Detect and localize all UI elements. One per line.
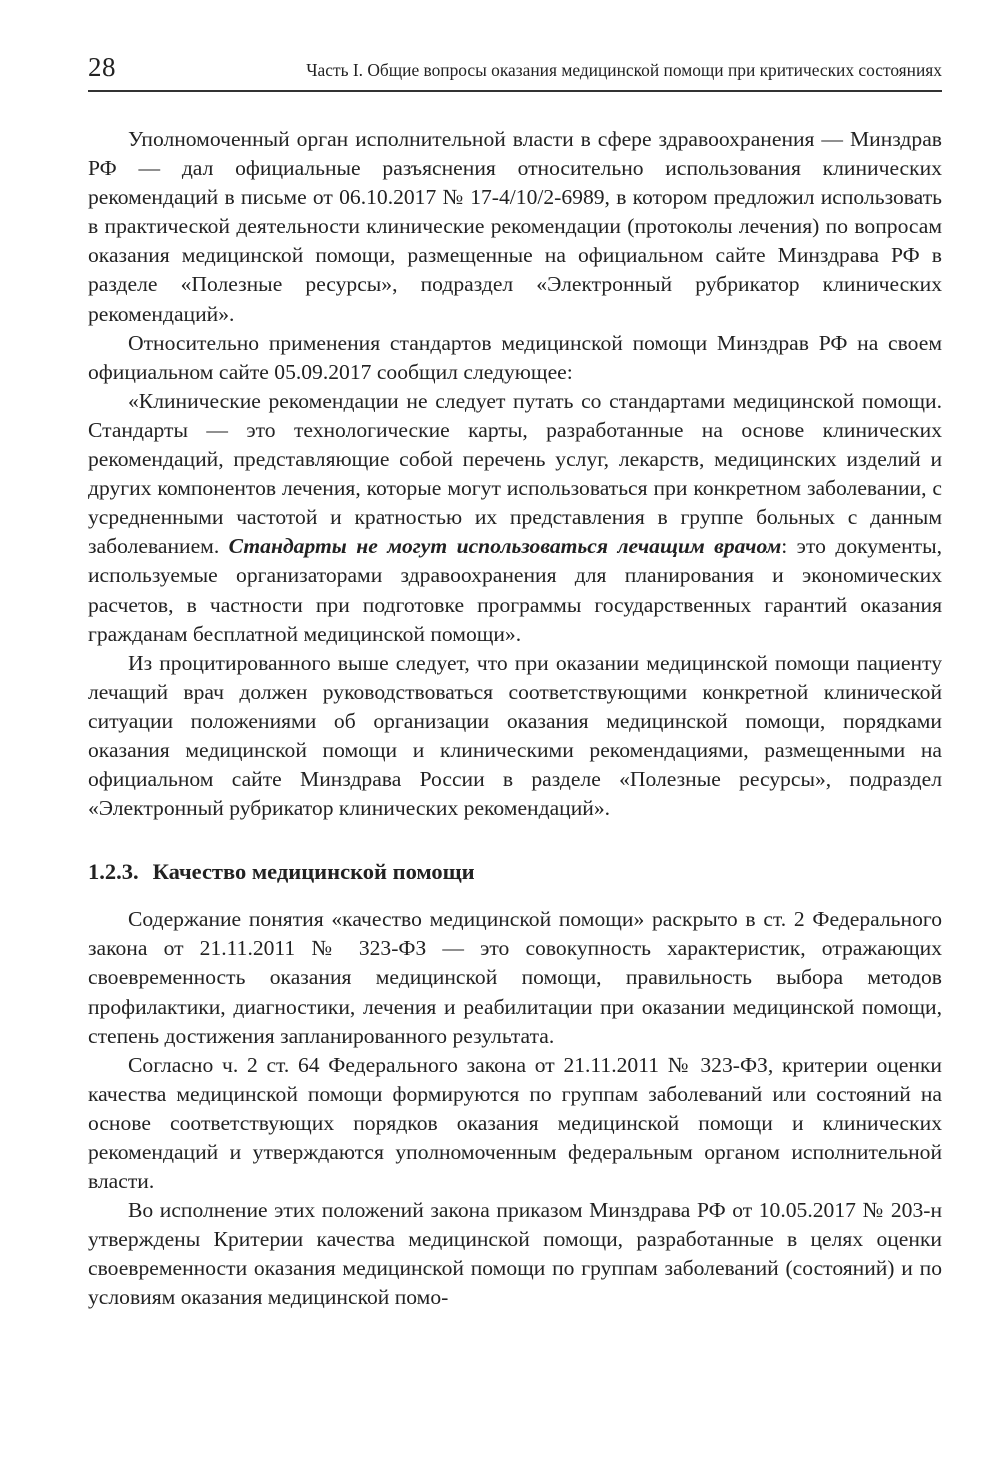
running-header: [88, 52, 942, 92]
quote-text-end: : это документы, используемые организаторами здравоохранения для планирования и экономических расчетов, в частности при подготовке программы государственных гарантий оказания гражданам бесплатной медицинской помощи».: [88, 534, 942, 646]
section-title: Качество медицинской помощи: [152, 859, 475, 885]
paragraph-ministry-order: Во исполнение этих положений закона приказом Минздрава РФ от 10.05.2017 № 203-н утверждены Критерии качества медицинской помощи, разработанные в целях оценки своевременности оказания медицинской помощи по группам заболеваний (состояний) и по условиям оказания медицинской помо-: [88, 1198, 942, 1310]
section-number: 1.2.3.: [88, 859, 139, 885]
paragraph-quality-criteria: Согласно ч. 2 ст. 64 Федерального закона от 21.11.2011 № 323-ФЗ, критерии оценки качества медицинской помощи формируются по группам заболеваний или состояний на основе соответствующих порядков оказания медицинской помощи и клинических рекомендаций и утверждаются уполномоченным федеральным органом исполнительной власти.: [88, 1052, 942, 1194]
running-title: Часть I. Общие вопросы оказания медицинской помощи при критических состояниях: [306, 60, 942, 80]
paragraph-ministry-clarification: Уполномоченный орган исполнительной власти в сфере здравоохранения — Минздрав РФ — дал официальные разъяснения относительно использования клинических рекомендаций в письме от 06.10.2017 № 17-4/10/2-6989, в котором предложил использовать в практической деятельности клинические рекомендации (протоколы лечения) по вопросам оказания медицинской помощи, размещенные на официальном сайте Минздрава РФ в разделе «Полезные ресурсы», подраздел «Электронный рубрикатор клинических рекомендаций».: [88, 127, 942, 326]
paragraph-conclusion: Из процитированного выше следует, что при оказании медицинской помощи пациенту лечащий врач должен руководствоваться соответствующими конкретной клинической ситуации положениями об организации оказания медицинской помощи, порядками оказания медицинской помощи и клиническими рекомендациями, размещенными на официальном сайте Минздрава России в разделе «Полезные ресурсы», подраздел «Электронный рубрикатор клинических рекомендаций».: [88, 650, 942, 821]
page-number: 28: [88, 52, 116, 82]
paragraph-standards-intro: Относительно применения стандартов медицинской помощи Минздрав РФ на своем официальном сайте 05.09.2017 сообщил следующее:: [88, 330, 942, 384]
section-heading: [88, 859, 942, 885]
quote-text-start: «Клинические рекомендации не следует путать со стандартами медицинской помощи. Стандарты — это технологические карты, разработанные на основе клинических рекомендаций, представляющие собой перечень услуг, лекарств, медицинских изделий и других компонентов лечения, которые могут использоваться при конкретном заболевании, с усредненными частотой и кратностью их представления в группе больных с данным заболеванием.: [88, 388, 942, 559]
quote-paragraph: [88, 387, 942, 649]
paragraph-quality-definition: Содержание понятия «качество медицинской помощи» раскрыто в ст. 2 Федерального закона от 21.11.2011 № 323-ФЗ — это совокупность характеристик, отражающих своевременность оказания медицинской помощи, правильность выбора методов профилактики, диагностики, лечения и реабилитации при оказании медицинской помощи, степень достижения запланированного результата.: [88, 907, 942, 1048]
book-page: [88, 52, 942, 1313]
quote-emphasis: Стандарты не могут использоваться лечащим врачом: [228, 534, 782, 559]
body-text: [88, 125, 942, 1313]
